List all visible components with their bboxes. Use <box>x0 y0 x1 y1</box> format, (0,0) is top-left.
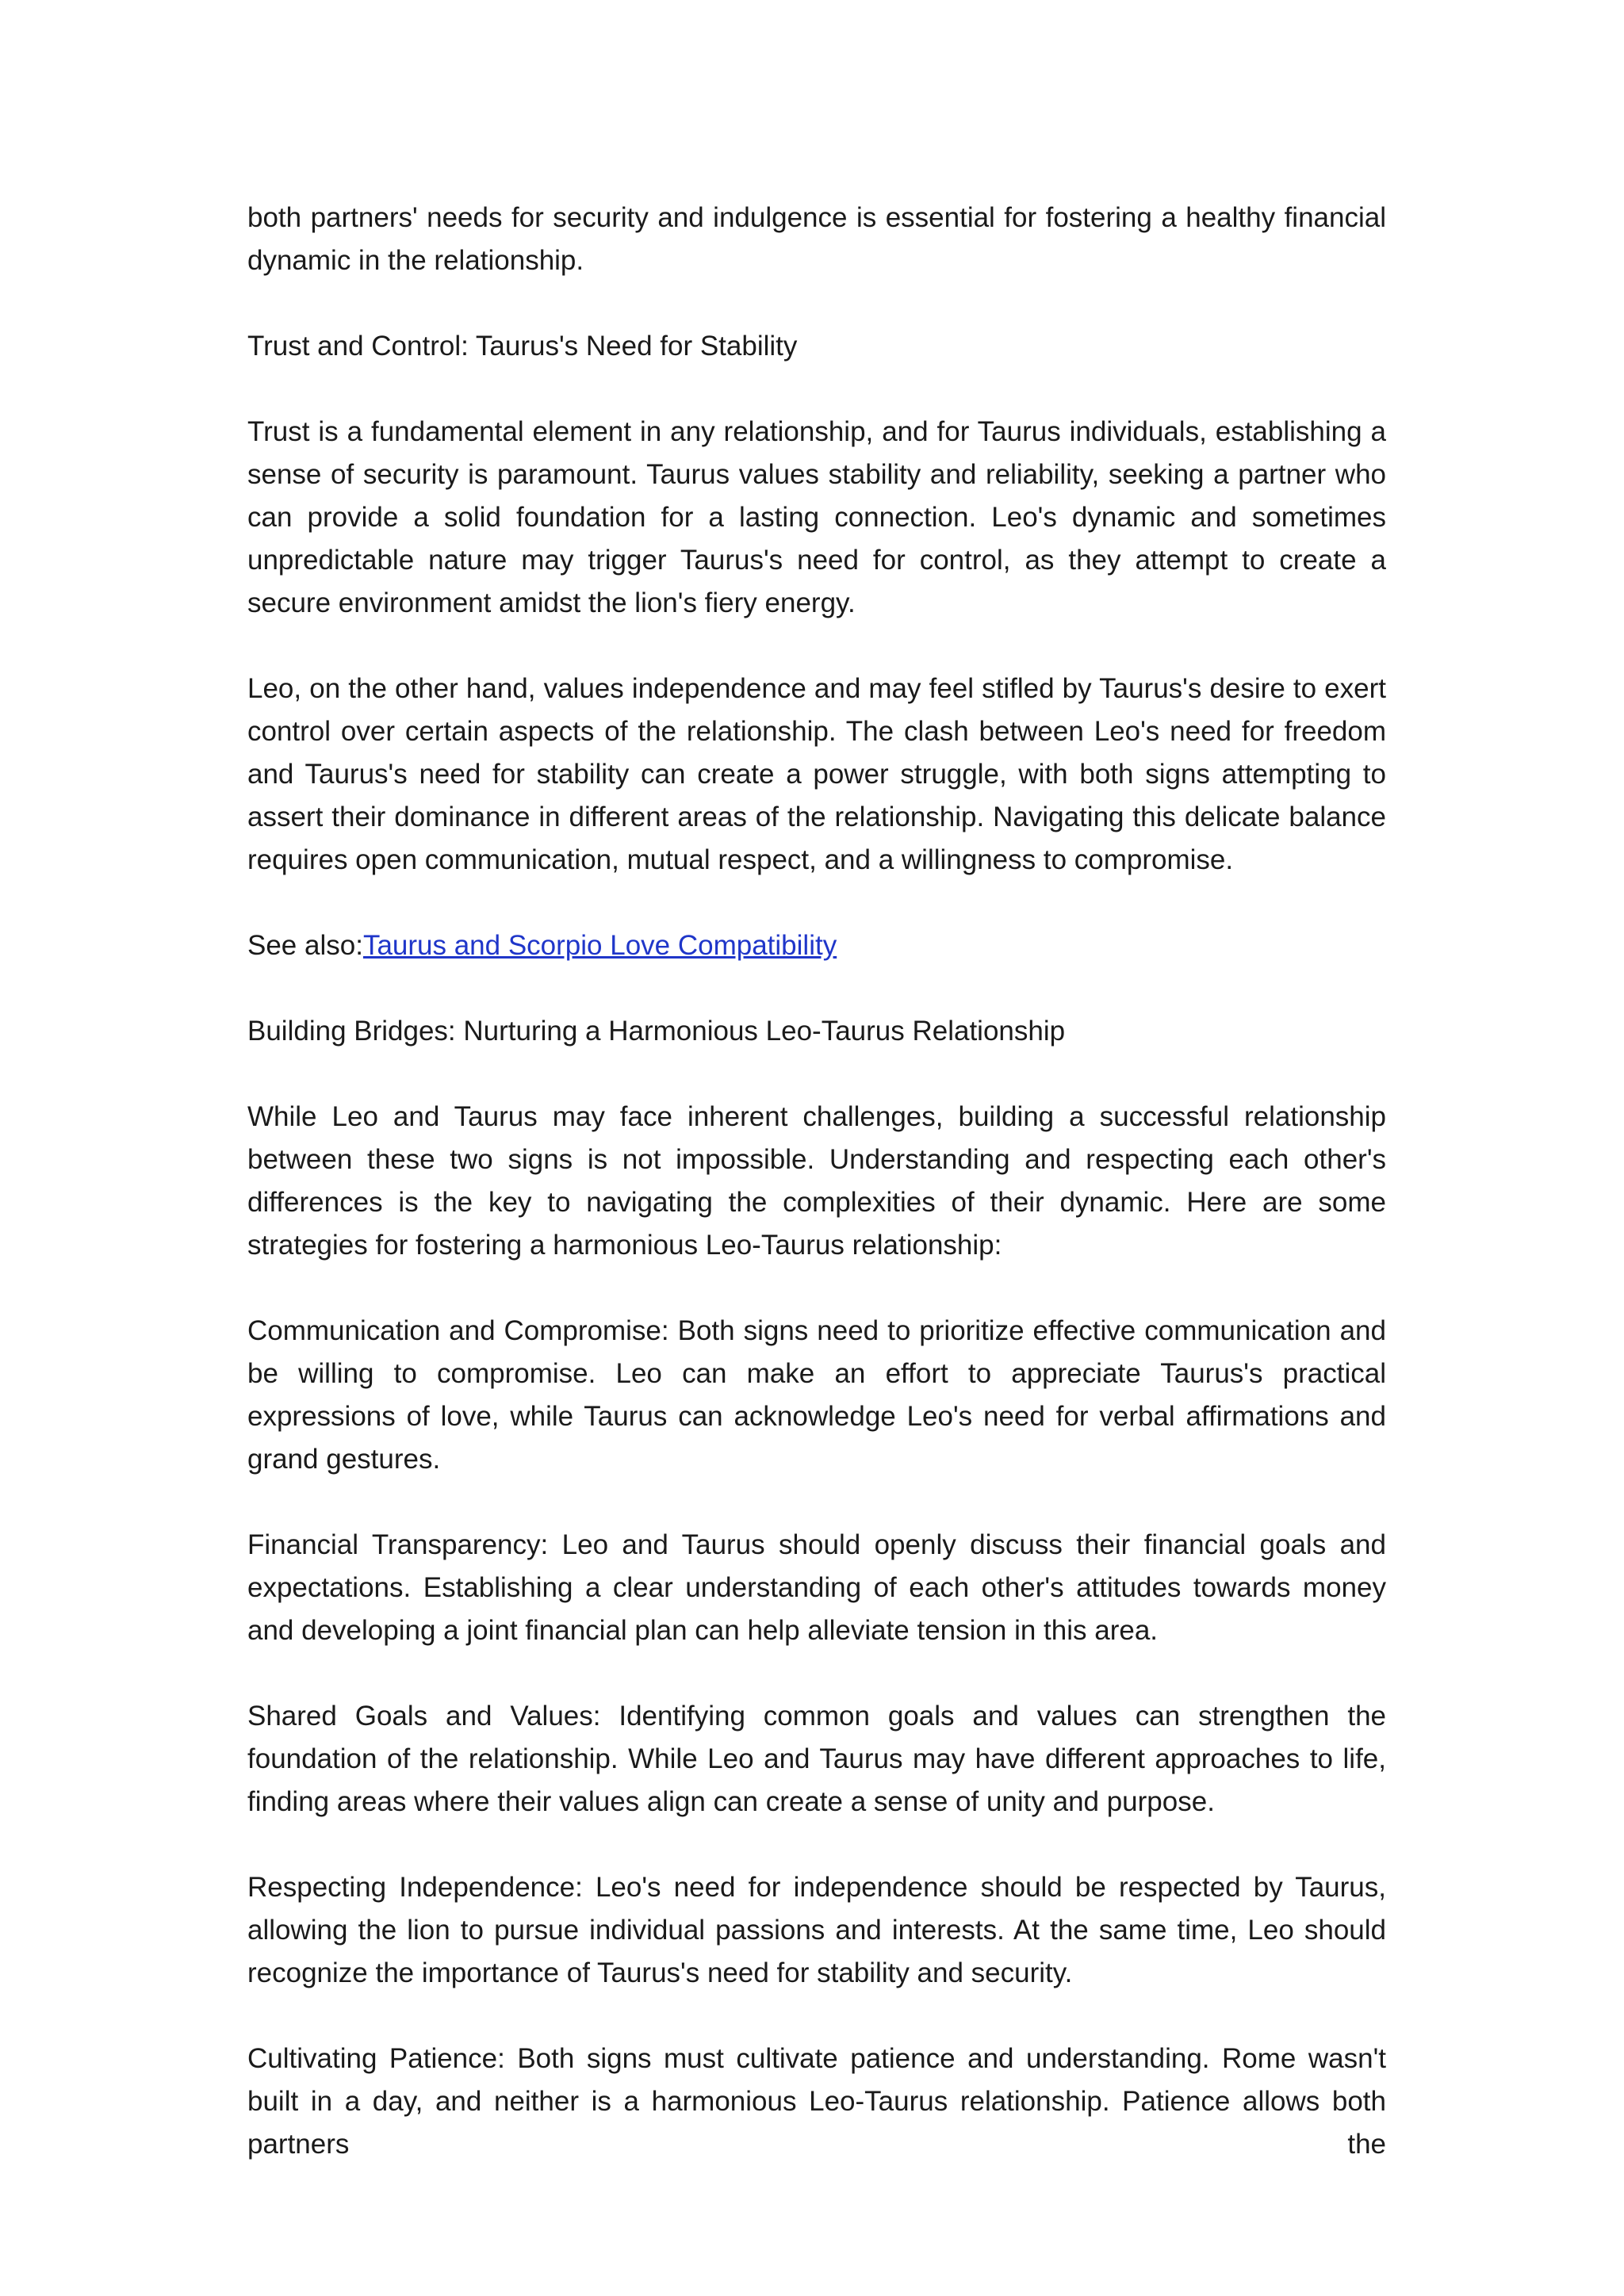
see-also-label: See also: <box>247 930 363 961</box>
see-also-link[interactable]: Taurus and Scorpio Love Compatibility <box>362 930 837 961</box>
paragraph-trust: Trust is a fundamental element in any relationship, and for Taurus individuals, establishing a sense of security is paramount. Taurus values stability and reliability, seeking a partner who can provide a solid foundation for a lasting connection. Leo's dynamic and sometimes unpredictable nature may trigger Taurus's need for control, as they attempt to create a secure environment amidst the lion's fiery energy. <box>247 416 1386 618</box>
heading-trust-and-control: Trust and Control: Taurus's Need for Stability <box>247 331 798 362</box>
see-also-line <box>247 924 1386 967</box>
paragraph-leo-independence: Leo, on the other hand, values independence and may feel stifled by Taurus's desire to exert control over certain aspects of the relationship. The clash between Leo's need for freedom and Taurus's need for stability can create a power struggle, with both signs attempting to assert their dominance in different areas of the relationship. Navigating this delicate balance requires open communication, mutual respect, and a willingness to compromise. <box>247 673 1386 875</box>
paragraph-challenges: While Leo and Taurus may face inherent challenges, building a successful relationship between these two signs is not impossible. Understanding and respecting each other's differences is the key to navigating the complexities of their dynamic. Here are some strategies for fostering a harmonious Leo-Taurus relationship: <box>247 1101 1386 1261</box>
paragraph-shared-goals: Shared Goals and Values: Identifying common goals and values can strengthen the foundation of the relationship. While Leo and Taurus may have different approaches to life, finding areas where their values align can create a sense of unity and purpose. <box>247 1701 1386 1817</box>
document-body <box>247 197 1386 2166</box>
paragraph-respecting-independence: Respecting Independence: Leo's need for independence should be respected by Taurus, allowing the lion to pursue individual passions and interests. At the same time, Leo should recognize the importance of Taurus's need for stability and security. <box>247 1872 1386 1988</box>
heading-building-bridges: Building Bridges: Nurturing a Harmonious Leo-Taurus Relationship <box>247 1016 1066 1047</box>
paragraph-communication: Communication and Compromise: Both signs need to prioritize effective communication and be willing to compromise. Leo can make an effort to appreciate Taurus's practical expressions of love, while Taurus can acknowledge Leo's need for verbal affirmations and grand gestures. <box>247 1315 1386 1475</box>
paragraph-cultivating-patience: Cultivating Patience: Both signs must cultivate patience and understanding. Rome wasn't built in a day, and neither is a harmonious Leo-Taurus relationship. Patience allows both partners the <box>247 2043 1386 2160</box>
paragraph-financial-transparency: Financial Transparency: Leo and Taurus should openly discuss their financial goals and expectations. Establishing a clear understanding of each other's attitudes towards money and developing a joint financial plan can help alleviate tension in this area. <box>247 1529 1386 1646</box>
paragraph-financial-dynamic: both partners' needs for security and indulgence is essential for fostering a healthy financial dynamic in the relationship. <box>247 202 1386 276</box>
